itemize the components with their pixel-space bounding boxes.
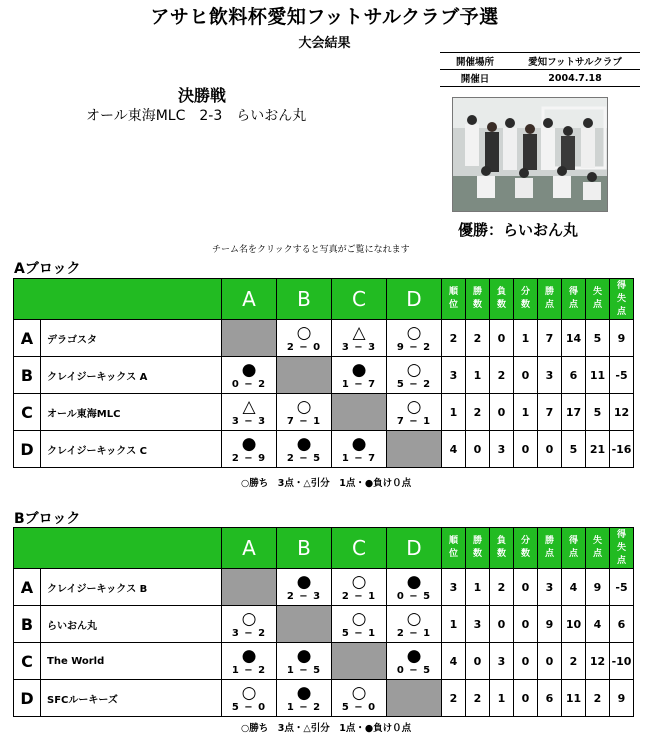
stat-header-label: 順位 (448, 536, 458, 559)
stat-value: 7 (538, 394, 562, 431)
stat-header (442, 279, 466, 320)
stat-header (610, 528, 634, 569)
match-result-cell (222, 357, 277, 394)
match-score: 3 − 3 (341, 341, 377, 353)
photo-note: チーム名をクリックすると写真がご覧になれます (212, 245, 410, 255)
stat-header-label: 勝数 (472, 287, 482, 310)
block-b-table (13, 527, 634, 717)
table-row (14, 394, 634, 431)
event-info-table (440, 52, 640, 87)
block-b-title: Bブロック (14, 511, 81, 527)
team-name-link[interactable]: SFCルーキーズ (41, 680, 222, 717)
self-match-cell (222, 320, 277, 357)
stat-value: 0 (466, 643, 490, 680)
stat-value: 11 (562, 680, 586, 717)
stat-header (538, 528, 562, 569)
stat-header (466, 528, 490, 569)
stat-value: 0 (514, 606, 538, 643)
date-label: 開催日 (440, 70, 510, 87)
match-score: 1 − 7 (341, 378, 377, 390)
stat-value: 0 (514, 680, 538, 717)
stat-value: 0 (490, 394, 514, 431)
loss-icon: ● (406, 571, 422, 592)
loss-icon: ● (241, 645, 257, 666)
team-name-link[interactable]: クレイジーキックス B (41, 569, 222, 606)
draw-icon: △ (242, 396, 256, 417)
final-label: 決勝戦 (178, 86, 227, 105)
table-row (14, 431, 634, 468)
win-icon: ○ (241, 608, 257, 629)
match-result-cell (332, 357, 387, 394)
stat-value: 5 (562, 431, 586, 468)
stat-header-label: 負数 (496, 287, 506, 310)
table-row (14, 569, 634, 606)
team-name-link[interactable]: クレイジーキックス C (41, 431, 222, 468)
final-score: 2-3 (199, 108, 223, 124)
row-letter: B (14, 606, 41, 643)
opponent-header: C (332, 528, 387, 569)
match-result-cell (387, 606, 442, 643)
stat-header (610, 279, 634, 320)
stat-value: 2 (562, 643, 586, 680)
final-team-1: オール東海MLC (86, 108, 186, 124)
match-score: 7 − 1 (286, 415, 322, 427)
loss-icon: ● (296, 571, 312, 592)
header-row (14, 528, 634, 569)
match-result-cell (277, 431, 332, 468)
loss-icon: ● (241, 433, 257, 454)
final-team-2: らいおん丸 (236, 108, 307, 124)
stat-value: 0 (514, 643, 538, 680)
stat-header-label: 分数 (520, 287, 530, 310)
self-match-cell (332, 643, 387, 680)
match-result-cell (277, 643, 332, 680)
stat-header-label: 失点 (592, 287, 602, 310)
page-subtitle: 大会結果 (298, 36, 351, 51)
table-row (14, 320, 634, 357)
match-result-cell (332, 320, 387, 357)
opponent-header: B (277, 279, 332, 320)
match-result-cell (222, 643, 277, 680)
stat-header-label: 得点 (568, 536, 578, 559)
loss-icon: ● (406, 645, 422, 666)
stat-header (586, 279, 610, 320)
venue-label: 開催場所 (440, 53, 510, 70)
match-score: 2 − 1 (396, 627, 432, 639)
match-result-cell (277, 569, 332, 606)
opponent-header: D (387, 528, 442, 569)
match-result-cell (332, 680, 387, 717)
row-letter: D (14, 680, 41, 717)
stat-value: 4 (442, 643, 466, 680)
match-score: 9 − 2 (396, 341, 432, 353)
win-icon: ○ (296, 322, 312, 343)
stat-value: -16 (610, 431, 634, 468)
stat-header-label: 順位 (448, 287, 458, 310)
opponent-header: C (332, 279, 387, 320)
block-b-legend: ○勝ち 3点・△引分 1点・●負け０点 (241, 723, 412, 734)
table-row (14, 680, 634, 717)
stat-value: 2 (442, 320, 466, 357)
block-a-legend: ○勝ち 3点・△引分 1点・●負け０点 (241, 478, 412, 489)
stat-value: 1 (442, 606, 466, 643)
row-letter: C (14, 643, 41, 680)
stat-value: 14 (562, 320, 586, 357)
stat-value: 12 (610, 394, 634, 431)
stat-value: 2 (490, 569, 514, 606)
match-result-cell (332, 606, 387, 643)
self-match-cell (387, 431, 442, 468)
win-icon: ○ (351, 682, 367, 703)
match-result-cell (387, 394, 442, 431)
match-result-cell (222, 431, 277, 468)
loss-icon: ● (296, 682, 312, 703)
draw-icon: △ (352, 322, 366, 343)
stat-value: 0 (538, 431, 562, 468)
match-score: 5 − 0 (341, 701, 377, 713)
page-title: アサヒ飲料杯愛知フットサルクラブ予選 (150, 6, 499, 28)
team-photo-image (453, 98, 608, 212)
match-score: 1 − 7 (341, 452, 377, 464)
match-score: 1 − 5 (286, 664, 322, 676)
stat-value: 2 (490, 357, 514, 394)
match-score: 0 − 2 (231, 378, 267, 390)
win-icon: ○ (351, 608, 367, 629)
match-result-cell (387, 569, 442, 606)
stat-value: 0 (538, 643, 562, 680)
stat-header-label: 得失点 (616, 280, 626, 317)
stat-value: 4 (442, 431, 466, 468)
stat-header (586, 528, 610, 569)
date-value: 2004.7.18 (510, 70, 640, 87)
team-name-link[interactable]: デラゴスタ (41, 320, 222, 357)
self-match-cell (332, 394, 387, 431)
stat-value: 3 (538, 569, 562, 606)
self-match-cell (222, 569, 277, 606)
winner-label: 優勝：らいおん丸 (458, 221, 579, 239)
stat-value: 0 (466, 431, 490, 468)
stat-header (442, 528, 466, 569)
team-name-link[interactable]: オール東海MLC (41, 394, 222, 431)
win-icon: ○ (296, 396, 312, 417)
row-letter: C (14, 394, 41, 431)
header-corner (14, 279, 222, 320)
stat-value: 0 (514, 431, 538, 468)
match-score: 7 − 1 (396, 415, 432, 427)
team-name-link[interactable]: クレイジーキックス A (41, 357, 222, 394)
match-result-cell (332, 431, 387, 468)
match-result-cell (222, 680, 277, 717)
final-result (86, 105, 320, 125)
row-letter: B (14, 357, 41, 394)
stat-value: 1 (514, 394, 538, 431)
stat-value: 0 (490, 320, 514, 357)
block-a-title: Aブロック (14, 261, 81, 277)
match-score: 1 − 2 (231, 664, 267, 676)
match-score: 5 − 0 (231, 701, 267, 713)
stat-header (466, 279, 490, 320)
stat-value: 0 (490, 606, 514, 643)
stat-value: 3 (538, 357, 562, 394)
stat-value: -5 (610, 569, 634, 606)
stat-header-label: 負数 (496, 536, 506, 559)
stat-value: 5 (586, 320, 610, 357)
stat-value: 21 (586, 431, 610, 468)
loss-icon: ● (351, 359, 367, 380)
stat-header (538, 279, 562, 320)
match-result-cell (222, 606, 277, 643)
match-score: 2 − 3 (286, 590, 322, 602)
stat-header-label: 失点 (592, 536, 602, 559)
stat-header (490, 528, 514, 569)
opponent-header: B (277, 528, 332, 569)
self-match-cell (277, 357, 332, 394)
win-icon: ○ (406, 396, 422, 417)
stat-value: 1 (514, 320, 538, 357)
stat-value: 3 (490, 431, 514, 468)
stat-header (514, 279, 538, 320)
loss-icon: ● (351, 433, 367, 454)
stat-value: -5 (610, 357, 634, 394)
venue-value: 愛知フットサルクラブ (510, 53, 640, 70)
match-score: 0 − 5 (396, 590, 432, 602)
match-result-cell (332, 569, 387, 606)
row-letter: A (14, 320, 41, 357)
team-name-link[interactable]: らいおん丸 (41, 606, 222, 643)
stat-header-label: 得失点 (616, 529, 626, 566)
stat-value: 2 (466, 680, 490, 717)
stat-value: 1 (466, 569, 490, 606)
stat-header (514, 528, 538, 569)
stat-value: -10 (610, 643, 634, 680)
match-result-cell (387, 643, 442, 680)
table-row (14, 643, 634, 680)
stat-value: 3 (466, 606, 490, 643)
stat-value: 9 (538, 606, 562, 643)
stat-value: 6 (610, 606, 634, 643)
match-score: 5 − 2 (396, 378, 432, 390)
match-result-cell (222, 394, 277, 431)
match-score: 5 − 1 (341, 627, 377, 639)
stat-value: 9 (610, 680, 634, 717)
stat-header-label: 勝数 (472, 536, 482, 559)
self-match-cell (277, 606, 332, 643)
win-icon: ○ (406, 322, 422, 343)
match-score: 3 − 2 (231, 627, 267, 639)
stat-value: 9 (610, 320, 634, 357)
match-score: 2 − 1 (341, 590, 377, 602)
opponent-header: A (222, 528, 277, 569)
opponent-header: A (222, 279, 277, 320)
match-result-cell (387, 357, 442, 394)
stat-value: 7 (538, 320, 562, 357)
loss-icon: ● (241, 359, 257, 380)
stat-value: 2 (586, 680, 610, 717)
stat-header-label: 分数 (520, 536, 530, 559)
stat-value: 12 (586, 643, 610, 680)
stat-value: 1 (442, 394, 466, 431)
stat-value: 2 (466, 394, 490, 431)
stat-value: 2 (442, 680, 466, 717)
stat-value: 17 (562, 394, 586, 431)
stat-value: 0 (514, 357, 538, 394)
row-letter: A (14, 569, 41, 606)
stat-header (490, 279, 514, 320)
stat-header-label: 勝点 (544, 536, 554, 559)
stat-header (562, 279, 586, 320)
team-photo[interactable] (452, 97, 608, 212)
match-score: 2 − 5 (286, 452, 322, 464)
stat-value: 9 (586, 569, 610, 606)
stat-value: 3 (442, 569, 466, 606)
table-row (14, 357, 634, 394)
win-icon: ○ (406, 608, 422, 629)
stat-value: 1 (490, 680, 514, 717)
match-score: 2 − 0 (286, 341, 322, 353)
match-score: 1 − 2 (286, 701, 322, 713)
stat-value: 2 (466, 320, 490, 357)
stat-value: 1 (466, 357, 490, 394)
loss-icon: ● (296, 433, 312, 454)
match-result-cell (277, 394, 332, 431)
match-result-cell (277, 680, 332, 717)
row-letter: D (14, 431, 41, 468)
header-corner (14, 528, 222, 569)
match-result-cell (387, 320, 442, 357)
opponent-header: D (387, 279, 442, 320)
stat-value: 6 (562, 357, 586, 394)
stat-value: 0 (514, 569, 538, 606)
win-icon: ○ (351, 571, 367, 592)
team-name-link[interactable]: The World (41, 643, 222, 680)
win-icon: ○ (406, 359, 422, 380)
stat-header-label: 勝点 (544, 287, 554, 310)
match-result-cell (277, 320, 332, 357)
stat-value: 5 (586, 394, 610, 431)
win-icon: ○ (241, 682, 257, 703)
match-score: 3 − 3 (231, 415, 267, 427)
stat-header-label: 得点 (568, 287, 578, 310)
match-score: 2 − 9 (231, 452, 267, 464)
stat-value: 4 (562, 569, 586, 606)
header-row (14, 279, 634, 320)
match-score: 0 − 5 (396, 664, 432, 676)
table-row (14, 606, 634, 643)
block-a-table (13, 278, 634, 468)
loss-icon: ● (296, 645, 312, 666)
stat-value: 4 (586, 606, 610, 643)
stat-value: 6 (538, 680, 562, 717)
stat-value: 11 (586, 357, 610, 394)
self-match-cell (387, 680, 442, 717)
stat-header (562, 528, 586, 569)
stat-value: 10 (562, 606, 586, 643)
stat-value: 3 (490, 643, 514, 680)
stat-value: 3 (442, 357, 466, 394)
